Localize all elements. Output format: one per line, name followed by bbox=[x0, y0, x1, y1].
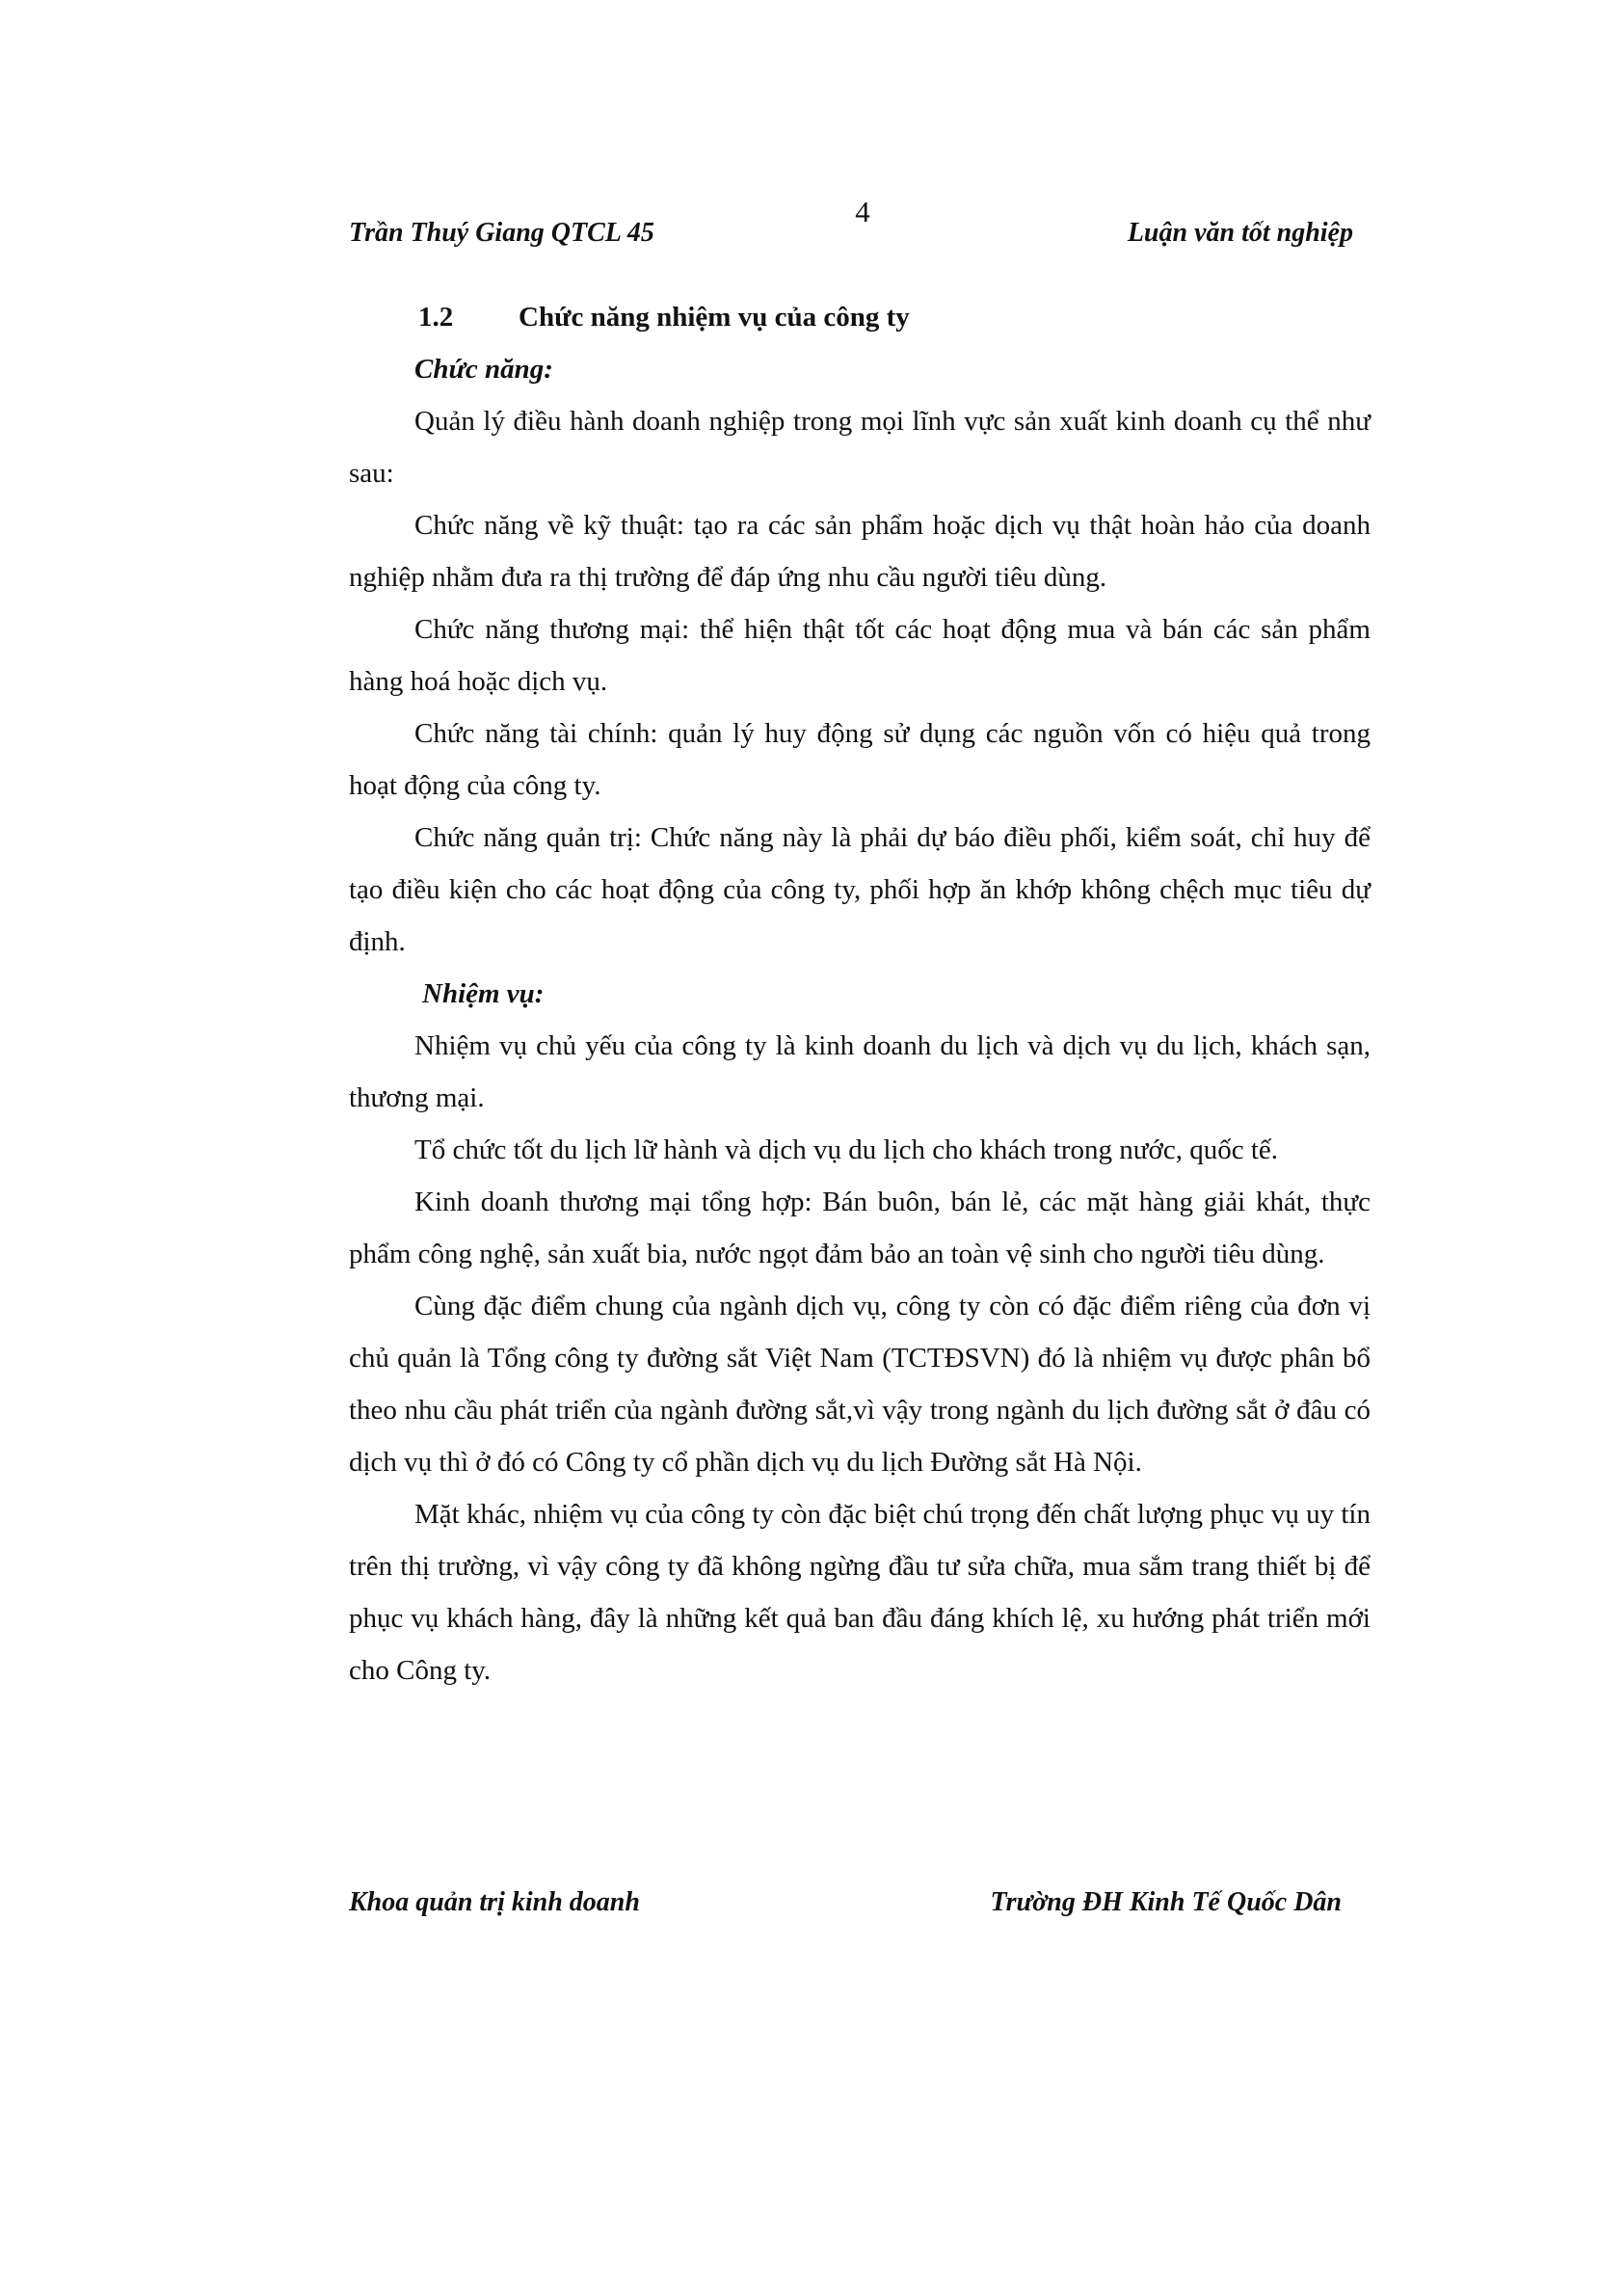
function-paragraph: Chức năng thương mại: thể hiện thật tốt các hoạt động mua và bán các sản phẩm hàng hoá hoặc dịch vụ. bbox=[349, 614, 1371, 697]
function-paragraph: Chức năng quản trị: Chức năng này là phải dự báo điều phối, kiểm soát, chỉ huy để tạo điều kiện cho các hoạt động của công ty, phối hợp ăn khớp không chệch mục tiêu dự định. bbox=[349, 822, 1371, 957]
section-heading bbox=[349, 291, 1371, 343]
header-author: Trần Thuý Giang QTCL 45 bbox=[349, 218, 654, 248]
duties-heading: Nhiệm vụ: bbox=[422, 978, 545, 1009]
footer-faculty: Khoa quản trị kinh doanh bbox=[349, 1887, 640, 1917]
function-paragraph: Chức năng về kỹ thuật: tạo ra các sản phẩm hoặc dịch vụ thật hoàn hảo của doanh nghiệp nhằm đưa ra thị trường để đáp ứng nhu cầu người tiêu dùng. bbox=[349, 510, 1371, 593]
section-title: Chức năng nhiệm vụ của công ty bbox=[519, 302, 910, 333]
functions-heading: Chức năng: bbox=[414, 354, 553, 385]
duty-paragraph: Mặt khác, nhiệm vụ của công ty còn đặc biệt chú trọng đến chất lượng phục vụ uy tín trên thị trường, vì vậy công ty đã không ngừng đầu tư sửa chữa, mua sắm trang thiết bị để phục vụ khách hàng, đây là những kết quả ban đầu đáng khích lệ, xu hướng phát triển mới cho Công ty. bbox=[349, 1499, 1371, 1686]
duty-paragraph: Kinh doanh thương mại tổng hợp: Bán buôn, bán lẻ, các mặt hàng giải khát, thực phẩm công nghệ, sản xuất bia, nước ngọt đảm bảo an toàn vệ sinh cho người tiêu dùng. bbox=[349, 1187, 1371, 1269]
page-body bbox=[349, 291, 1371, 1696]
footer-university: Trường ĐH Kinh Tế Quốc Dân bbox=[990, 1887, 1342, 1917]
duty-paragraph: Tổ chức tốt du lịch lữ hành và dịch vụ du lịch cho khách trong nước, quốc tế. bbox=[414, 1134, 1279, 1165]
page-number: 4 bbox=[855, 195, 870, 228]
function-paragraph: Chức năng tài chính: quản lý huy động sử dụng các nguồn vốn có hiệu quả trong hoạt động của công ty. bbox=[349, 718, 1371, 801]
section-number: 1.2 bbox=[418, 302, 454, 333]
functions-intro: Quản lý điều hành doanh nghiệp trong mọi lĩnh vực sản xuất kinh doanh cụ thể như sau: bbox=[349, 406, 1371, 489]
header-doc-type: Luận văn tốt nghiệp bbox=[1127, 218, 1353, 248]
duty-paragraph: Nhiệm vụ chủ yếu của công ty là kinh doanh du lịch và dịch vụ du lịch, khách sạn, thương mại. bbox=[349, 1030, 1371, 1113]
duty-paragraph: Cùng đặc điểm chung của ngành dịch vụ, công ty còn có đặc điểm riêng của đơn vị chủ quản là Tổng công ty đường sắt Việt Nam (TCTĐSVN) đó là nhiệm vụ được phân bổ theo nhu cầu phát triển của ngành đường sắt,vì vậy trong ngành du lịch đường sắt ở đâu có dịch vụ thì ở đó có Công ty cổ phần dịch vụ du lịch Đường sắt Hà Nội. bbox=[349, 1291, 1371, 1478]
